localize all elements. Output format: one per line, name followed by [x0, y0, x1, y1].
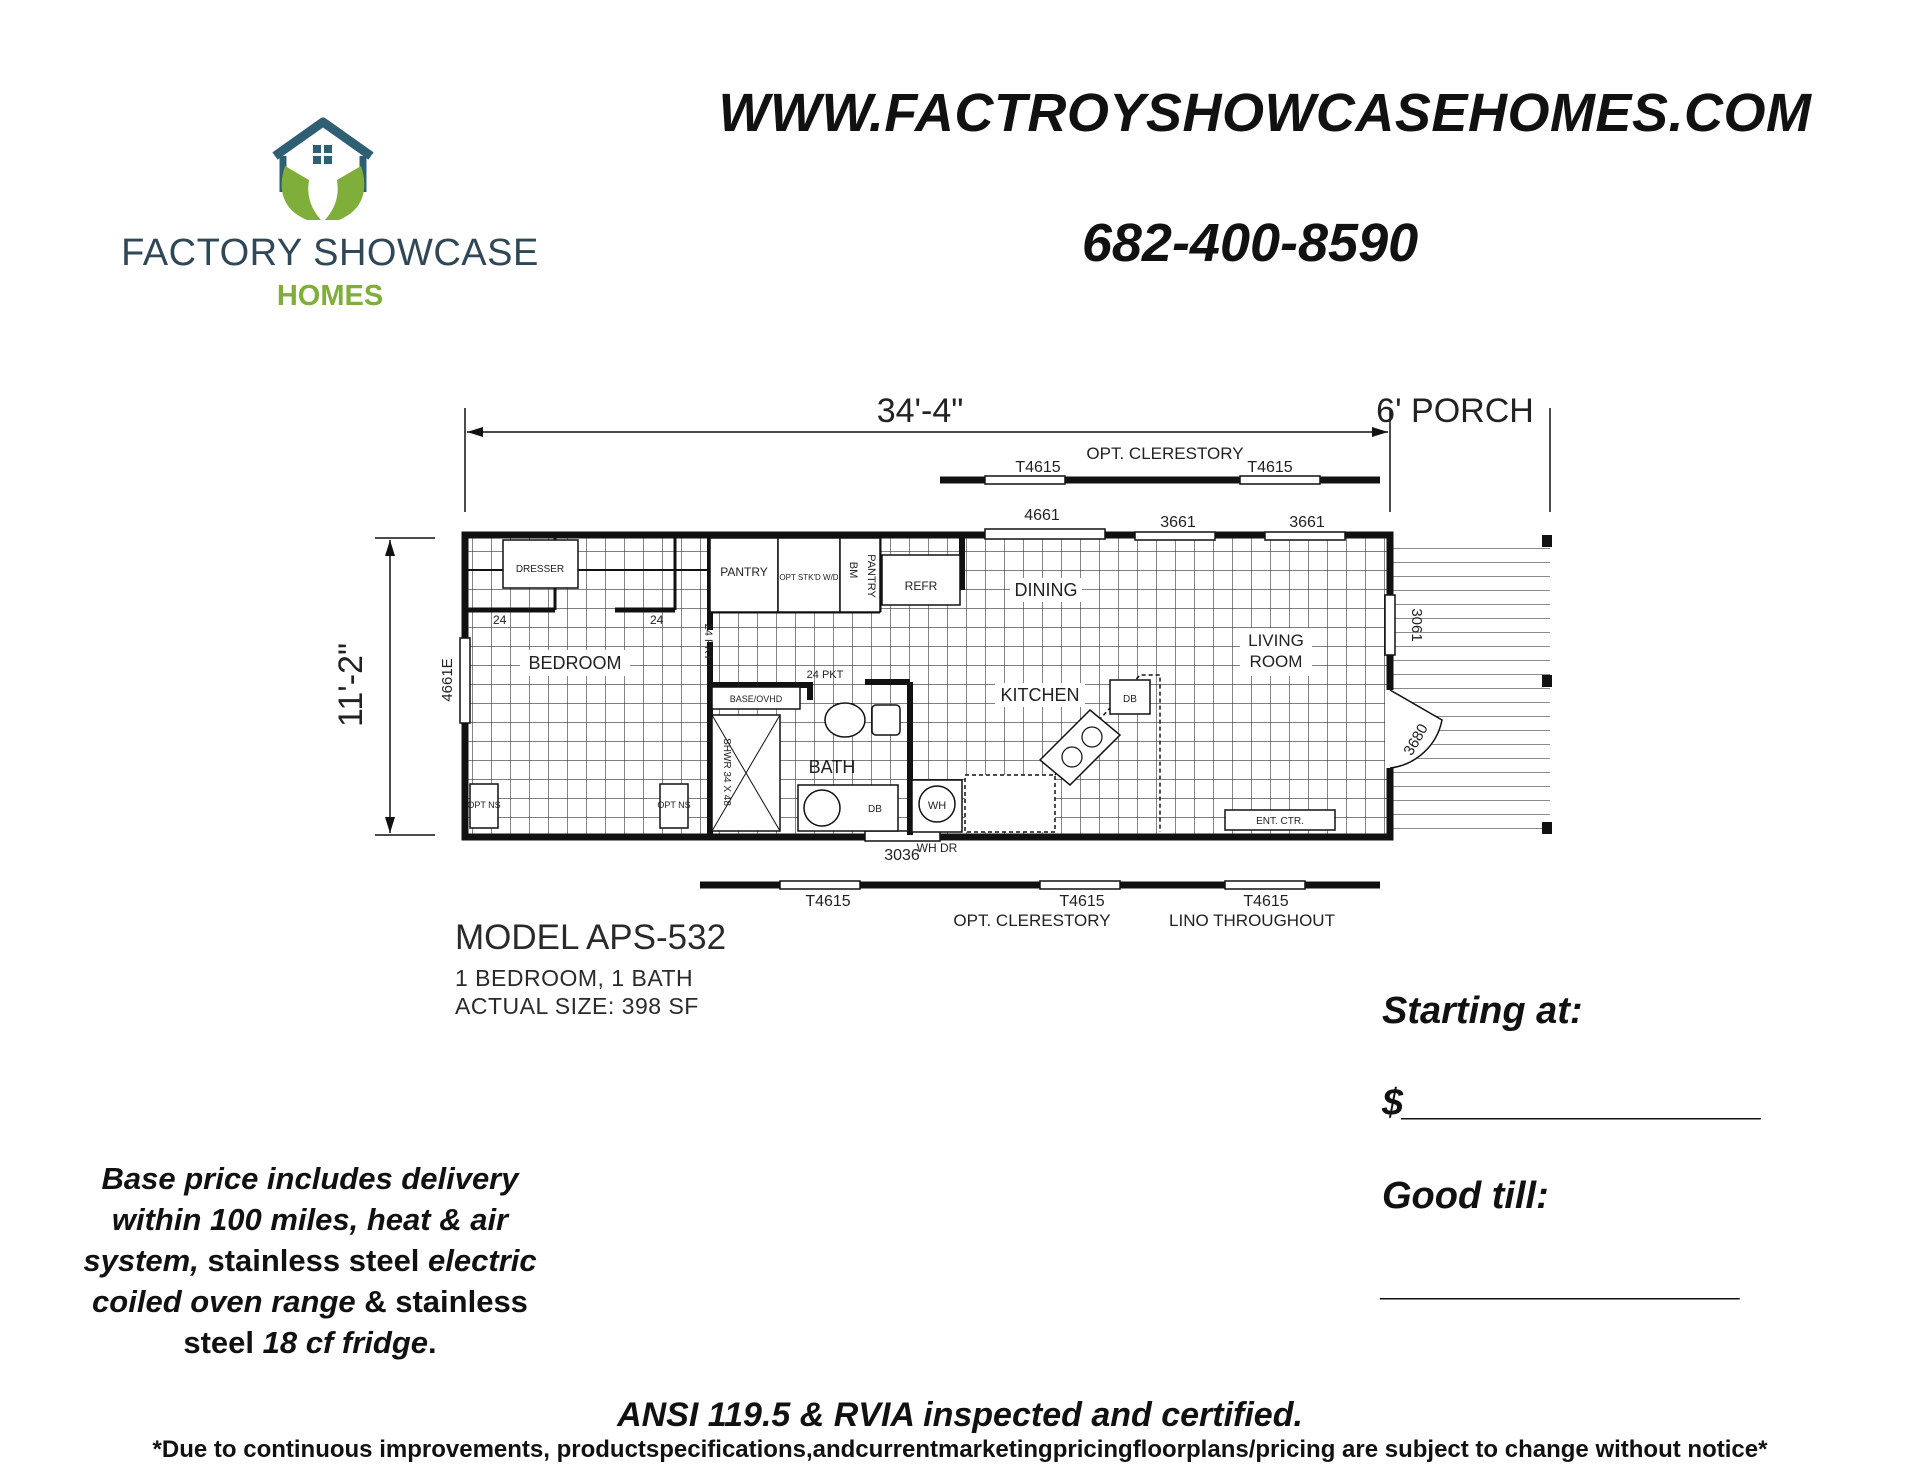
- bedroom-label: BEDROOM: [528, 653, 622, 673]
- closet-2: 24: [650, 613, 664, 627]
- window-top-1: T4615: [1015, 459, 1061, 476]
- pkt-1-label: 24 PKT: [702, 623, 714, 661]
- living-label-1: LIVING: [1248, 631, 1304, 650]
- opt-stkd-label: OPT STK'D W/D: [779, 573, 839, 582]
- window-bottom-2: T4615: [1059, 893, 1105, 910]
- pantry-2-label: PANTRY: [865, 554, 877, 598]
- opt-ns-2: OPT NS: [657, 800, 691, 810]
- base-line-3c: electric: [428, 1243, 537, 1278]
- base-price-text: [40, 1158, 580, 1363]
- window-bottom-1: T4615: [805, 893, 851, 910]
- pkt-2-label: 24 PKT: [806, 669, 844, 681]
- window-bottom-3: T4615: [1243, 893, 1289, 910]
- base-line-3a: system,: [83, 1243, 199, 1278]
- website-url: WWW.FACTROYSHOWCASEHOMES.COM: [718, 83, 1812, 143]
- good-till-label: Good till:: [1382, 1175, 1549, 1217]
- wh-dr-label: WH DR: [916, 841, 958, 855]
- dining-label: DINING: [1014, 580, 1078, 600]
- base-line-1: Base price includes delivery: [101, 1161, 519, 1196]
- logo-name: FACTORY SHOWCASE: [121, 232, 539, 274]
- window-wall-top-2: 3661: [1160, 514, 1196, 531]
- base-line-2: within 100 miles, heat & air: [111, 1202, 509, 1237]
- db-kitchen-label: DB: [1123, 694, 1137, 705]
- base-ovhd-label: BASE/OVHD: [729, 694, 783, 704]
- base-line-4a: coiled oven range: [92, 1284, 356, 1319]
- disclaimer-text: *Due to continuous improvements, productspecifications,andcurrentmarketingpricingfloorplans/pricing are subject to change without notice*: [152, 1436, 1768, 1463]
- clerestory-top-label: OPT. CLERESTORY: [1086, 444, 1244, 463]
- window-top-2: T4615: [1247, 459, 1293, 476]
- pantry-1-label: PANTRY: [720, 565, 768, 579]
- shwr-label: SHWR 34 X 48: [721, 738, 732, 806]
- window-left: 4661E: [439, 658, 456, 702]
- base-line-5b: 18 cf fridge: [262, 1325, 429, 1360]
- refr-label: REFR: [904, 579, 938, 593]
- opt-ns-1: OPT NS: [467, 800, 501, 810]
- base-line-5a: steel: [183, 1325, 263, 1360]
- closet-1: 24: [493, 613, 507, 627]
- porch-label: 6' PORCH: [1376, 392, 1534, 430]
- db-bath-label: DB: [868, 804, 882, 815]
- wh-label: WH: [927, 800, 947, 812]
- base-line-3b: stainless steel: [198, 1243, 429, 1278]
- window-wall-top-1: 4661: [1024, 507, 1060, 524]
- floor-plan: [320, 380, 1620, 940]
- bath-label: BATH: [808, 757, 856, 777]
- lino-label: LINO THROUGHOUT: [1169, 911, 1335, 930]
- good-till-blank: _________________: [1382, 1262, 1742, 1304]
- price-blank: $_________________: [1382, 1082, 1763, 1124]
- living-label-2: ROOM: [1249, 652, 1303, 671]
- kitchen-label: KITCHEN: [1000, 685, 1080, 705]
- overall-length-label: 34'-4": [876, 392, 964, 430]
- base-line-5c: .: [428, 1325, 437, 1360]
- certification-text: ANSI 119.5 & RVIA inspected and certified.: [617, 1396, 1303, 1434]
- model-name: MODEL APS-532: [455, 918, 727, 957]
- phone-number: 682-400-8590: [1081, 213, 1419, 273]
- base-line-4b: & stainless: [355, 1284, 528, 1319]
- model-actual-size: ACTUAL SIZE: 398 SF: [455, 993, 699, 1019]
- starting-at-label: Starting at:: [1382, 990, 1583, 1032]
- logo-subname: HOMES: [276, 280, 384, 312]
- clerestory-bottom-label: OPT. CLERESTORY: [953, 911, 1111, 930]
- window-right: 3061: [1408, 608, 1425, 642]
- dresser-label: DRESSER: [515, 564, 565, 575]
- house-hands-icon: [95, 110, 555, 230]
- ent-ctr-label: ENT. CTR.: [1256, 816, 1304, 827]
- door-label: 3680: [1400, 721, 1432, 759]
- model-beds-baths: 1 BEDROOM, 1 BATH: [455, 965, 694, 991]
- bm-label: BM: [847, 561, 859, 579]
- width-label: 11'-2": [332, 642, 370, 728]
- window-wall-top-3: 3661: [1289, 514, 1325, 531]
- window-bottom-wall: 3036: [884, 847, 920, 864]
